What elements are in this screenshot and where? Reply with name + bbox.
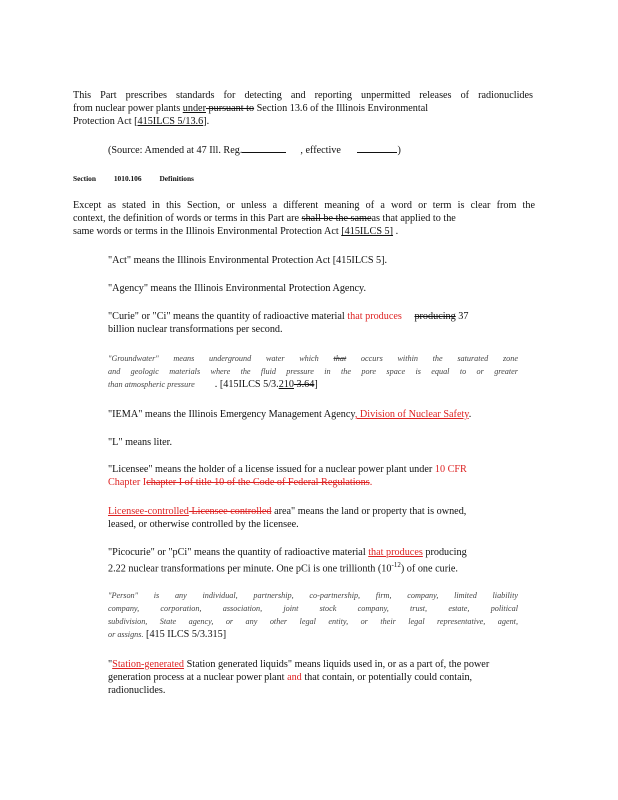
intro-paragraph: [73, 89, 533, 128]
def-picocurie: [108, 546, 528, 575]
citation: [215, 379, 318, 390]
station-line-3: radionuclides.: [108, 685, 166, 696]
text: context, the definition of words or terms in this Part are: [73, 213, 302, 224]
text: that contain, or potentially could contain,: [301, 672, 473, 683]
source-text: (Source: Amended at 47 Ill. Reg.: [108, 145, 243, 156]
def-iema: [108, 408, 471, 421]
def-person: [108, 589, 518, 641]
deleted-text: Licensee controlled: [188, 506, 272, 517]
text: .: [369, 477, 373, 488]
controlled-line-2: leased, or otherwise controlled by the licensee.: [108, 519, 299, 530]
deleted-text: the same: [333, 213, 372, 224]
deleted-text: 3.64: [293, 379, 315, 390]
inserted-text: , Division of Nuclear Safety: [354, 409, 469, 420]
def-licensee: [108, 463, 528, 489]
text: as that applied to the: [371, 213, 456, 224]
text: than atmospheric pressure: [108, 380, 195, 389]
inserted-text: Station-generated: [112, 659, 185, 670]
intro-line-2: [73, 102, 533, 115]
except-line-1: Except as stated in this Section, or unless a different meaning of a word or term is clear from the: [73, 200, 535, 211]
except-line-2: [73, 212, 535, 225]
text: 2.22 nuclear transformations per minute. One pCi is one trillionth (10: [108, 563, 392, 575]
def-groundwater: [108, 352, 518, 391]
person-line-2: company, corporation, association, joint stock company, trust, estate, political: [108, 604, 518, 613]
person-line-1: "Person" is any individual, partnership, co-partnership, firm, company, limited liability: [108, 591, 518, 600]
except-line-3: [73, 225, 535, 238]
def-curie: [108, 310, 528, 336]
text: producing: [422, 547, 467, 558]
text: "Picocurie" or "pCi" means the quantity of radioactive material: [108, 547, 369, 558]
blank-register: [242, 143, 286, 153]
text: Section 13.6 of the Illinois Environmental: [256, 103, 429, 114]
controlled-line-1: [108, 505, 528, 518]
text: ]: [314, 379, 318, 390]
def-liter: "L" means liter.: [108, 437, 173, 448]
inserted-text: and: [287, 672, 302, 683]
text: Protection Act [: [73, 116, 138, 127]
text: Station generated liquids" means liquids used in, or as a part of, the power: [184, 659, 490, 670]
deleted-text: producing: [414, 311, 456, 322]
text: ": [108, 659, 113, 670]
text: "IEMA" means the Illinois Emergency Management Agency: [108, 409, 355, 420]
inserted-text: Chapter I: [108, 477, 147, 488]
intro-line-1: This Part prescribes standards for detecting and reporting unpermitted releases of radionuclides: [73, 90, 533, 101]
text: .: [468, 409, 472, 420]
deleted-text: shall be: [301, 213, 334, 224]
text: .: [393, 226, 399, 237]
citation: [415 ILCS 5/3.315]: [143, 629, 227, 640]
exponent: -12: [391, 561, 401, 569]
inserted-text: that produces: [347, 311, 402, 322]
inserted-text: 415ILCS 5/13.6: [137, 116, 204, 127]
inserted-text: under: [182, 103, 206, 114]
inserted-text: [415ILCS 5]: [341, 226, 394, 237]
inserted-text: that produces: [368, 547, 423, 558]
deleted-text: chapter I of title 10 of the Code of Federal Regulations: [146, 477, 370, 488]
section-title: Definitions: [159, 174, 194, 183]
def-licensee-controlled: [108, 505, 528, 531]
text: . [415ILCS 5/3.: [214, 379, 279, 390]
def-agency: "Agency" means the Illinois Environmental Protection Agency.: [108, 283, 367, 294]
text: generation process at a nuclear power plant: [108, 672, 288, 683]
text: 37: [455, 311, 469, 322]
person-line-3: subdivision, State agency, or any other legal entity, or their legal representative, agent,: [108, 617, 518, 626]
section-label: Section: [73, 174, 96, 183]
source-note: [108, 143, 401, 157]
text: same words or terms in the Illinois Environmental Protection Act: [73, 226, 342, 237]
deleted-text: pursuant to: [205, 103, 255, 114]
text: area" means the land or property that is owned,: [271, 506, 467, 517]
picocurie-line-2: [108, 559, 528, 575]
text: or assigns.: [108, 630, 144, 639]
inserted-text: 210: [278, 379, 294, 390]
intro-line-3: [73, 115, 533, 128]
except-paragraph: [73, 199, 535, 238]
source-close: ): [397, 145, 401, 156]
groundwater-line-3: [108, 378, 518, 391]
effective-text: , effective: [300, 145, 344, 156]
text: ) of one curie.: [400, 563, 458, 575]
station-line-1: [108, 658, 542, 671]
licensee-line-1: [108, 463, 528, 476]
section-number: 1010.106: [113, 174, 142, 183]
text: "Groundwater" means underground water which: [108, 354, 334, 363]
blank-date: [357, 143, 397, 153]
licensee-line-2: [108, 476, 528, 489]
text: ].: [203, 116, 210, 127]
groundwater-line-2: and geologic materials where the fluid pressure in the pore space is equal to or greater: [108, 367, 518, 376]
picocurie-line-1: [108, 546, 528, 559]
station-line-2: [108, 671, 542, 684]
text: occurs within the saturated zone: [346, 354, 518, 363]
inserted-text: Licensee-controlled: [108, 506, 189, 517]
text: "Curie" or "Ci" means the quantity of radioactive material: [108, 311, 348, 322]
groundwater-line-1: [108, 352, 518, 365]
inserted-text: 10 CFR: [434, 464, 467, 475]
def-station-generated: [108, 658, 542, 697]
curie-line-2: billion nuclear transformations per second.: [108, 324, 283, 335]
curie-line-1: [108, 310, 528, 323]
text: from nuclear power plants: [73, 103, 183, 114]
section-heading: [73, 172, 194, 185]
def-act: "Act" means the Illinois Environmental Protection Act [415ILCS 5].: [108, 255, 388, 266]
person-line-4: [108, 628, 518, 641]
text: "Licensee" means the holder of a license issued for a nuclear power plant under: [108, 464, 435, 475]
deleted-text: that: [333, 354, 347, 363]
